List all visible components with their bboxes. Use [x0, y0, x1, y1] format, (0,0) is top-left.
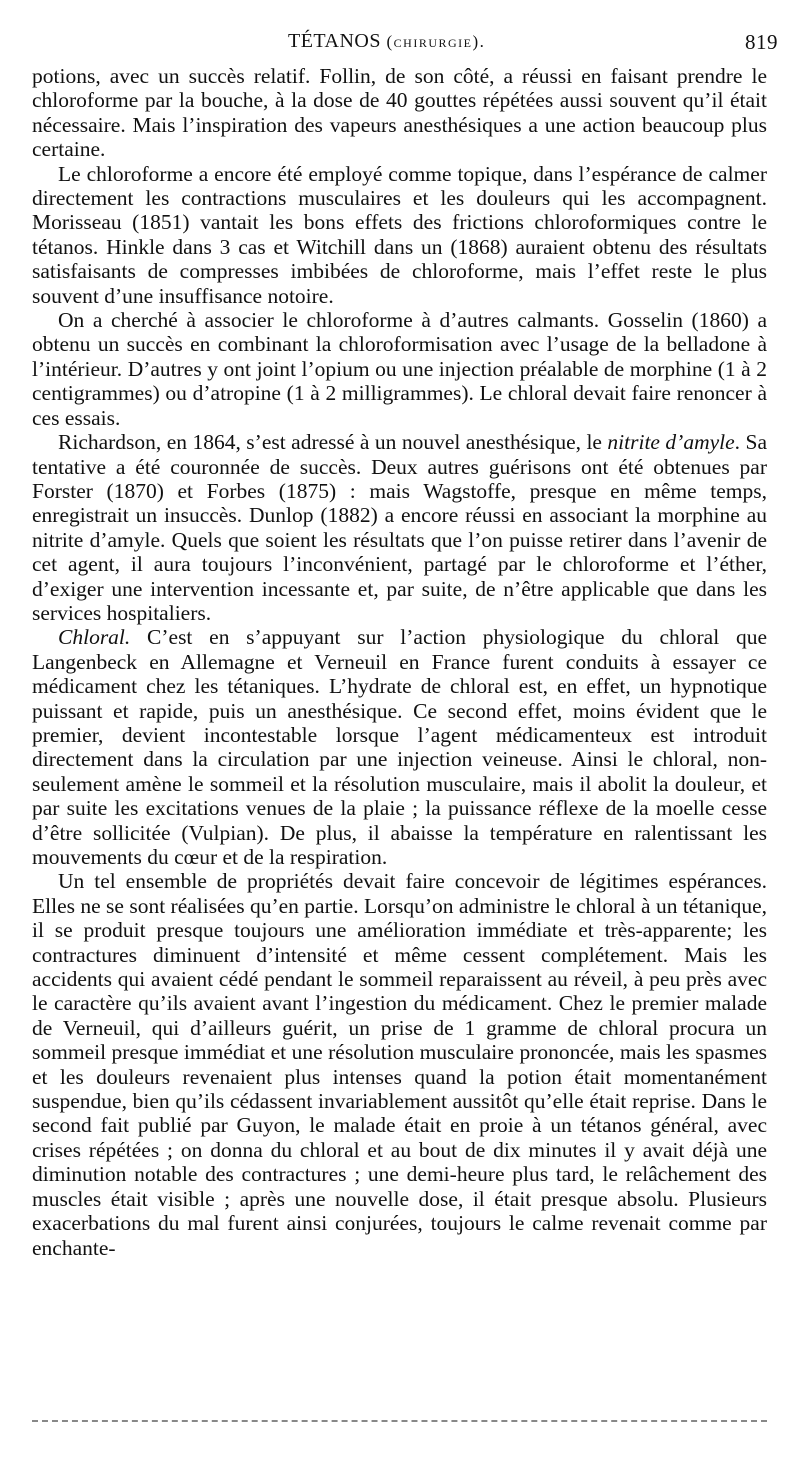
- italic-text: nitrite d’amyle: [607, 430, 735, 455]
- header-title: [288, 30, 485, 53]
- italic-text: Chloral.: [58, 625, 131, 650]
- page-number: 819: [745, 30, 778, 54]
- paragraph-text: C’est en s’appuyant sur l’action physiologique du chloral que Langenbeck en Allemagne et Verneuil en France furent conduits à essayer ce médicament chez les tétaniques. L’hydrate de chloral est, en effet, un hypnotique puissant et rapide, puis un anesthésique. Ce second effet, moins évident que le premier, devient incontestable lorsque l’agent médicamenteux est introduit directement dans la circulation par une injection veineuse. Ainsi le chloral, non-seulement amène le sommeil et la résolution musculaire, mais il abolit la douleur, et par suite les excitations venues de la plaie ; la puissance réflexe de la moelle cesse d’être sollicitée (Vulpian). De plus, il abaisse la température en ralentissant les mouvements du cœur et de la respiration.: [32, 625, 767, 869]
- paragraph: [32, 625, 767, 869]
- paragraph-text: Le chloroforme a encore été employé comme topique, dans l’espérance de calmer directement les contractions musculaires et les douleurs qui les accompagnent. Morisseau (1851) vantait les bons effets des frictions chloroformiques contre le tétanos. Hinkle dans 3 cas et Witchill dans un (1868) auraient obtenu des résultats satisfaisants de compresses imbibées de chloroforme, mais l’effet reste le plus souvent d’une insuffisance notoire.: [32, 161, 767, 308]
- running-header: [0, 30, 800, 56]
- paragraph-text: Un tel ensemble de propriétés devait faire concevoir de légitimes espérances. Elles ne se sont réalisées qu’en partie. Lorsqu’on administre le chloral à un tétanique, il se produit presque toujours une amélioration immédiate et très-apparente; les contractures diminuent d’intensité et même cessent complétement. Mais les accidents qui avaient cédé pendant le sommeil reparaissent au réveil, à peu près avec le caractère qu’ils avaient avant l’ingestion du médicament. Chez le premier malade de Verneuil, qui d’ailleurs guérit, un prise de 1 gramme de chloral procura un sommeil presque immédiat et une résolution musculaire prononcée, mais les spasmes et les douleurs revenaient plus intenses quand la potion était momentanément suspendue, bien qu’ils cédassent invariablement aussitôt qu’elle était reprise. Dans le second fait publié par Guyon, le malade était en proie à un tétanos général, avec crises répétées ; on donna du chloral et au bout de dix minutes il y avait déjà une diminution notable des contractures ; une demi-heure plus tard, le relâchement des muscles était visible ; après une nouvelle dose, il était presque absolu. Plusieurs exacerbations du mal furent ainsi conjurées, toujours le calme revenait comme par enchante-: [32, 869, 767, 1260]
- paragraph: [32, 64, 767, 162]
- paragraph-text: potions, avec un succès relatif. Follin, de son côté, a réussi en faisant prendre le chloroforme par la bouche, à la dose de 40 gouttes répétées aussi souvent qu’il était nécessaire. Mais l’inspiration des vapeurs anesthésiques a une action beaucoup plus certaine.: [32, 64, 767, 162]
- paragraph-text: Richardson, en 1864, s’est adressé à un nouvel anesthésique, le: [58, 430, 608, 455]
- paragraph: [32, 869, 767, 1260]
- paragraph: [32, 308, 767, 430]
- header-title-subtitle: (chirurgie).: [386, 32, 486, 51]
- paragraph: [32, 162, 767, 308]
- paragraph-text: On a cherché à associer le chloroforme à d’autres calmants. Gosselin (1860) a obtenu un succès en combinant la chloroformisation avec l’usage de la belladone à l’intérieur. D’autres y ont joint l’opium ou une injection préalable de morphine (1 à 2 centigrammes) ou d’atropine (1 à 2 milligrammes). Le chloral devait faire renoncer à ces essais.: [32, 308, 767, 430]
- footer-rule: [32, 1420, 767, 1422]
- paragraph-text: . Sa tentative a été couronnée de succès. Deux autres guérisons ont été obtenues par Forster (1870) et Forbes (1875) : mais Wagstoffe, presque en même temps, enregistrait un insuccès. Dunlop (1882) a encore réussi en associant la morphine au nitrite d’amyle. Quels que soient les résultats que l’on puisse retirer dans l’avenir de cet agent, il aura toujours l’inconvénient, partagé par le chloroforme et l’éther, d’exiger une intervention incessante et, par suite, de n’être applicable que dans les services hospitaliers.: [32, 430, 767, 625]
- body-text: [32, 64, 767, 1260]
- header-title-main: TÉTANOS: [288, 30, 382, 52]
- paragraph: [32, 430, 767, 625]
